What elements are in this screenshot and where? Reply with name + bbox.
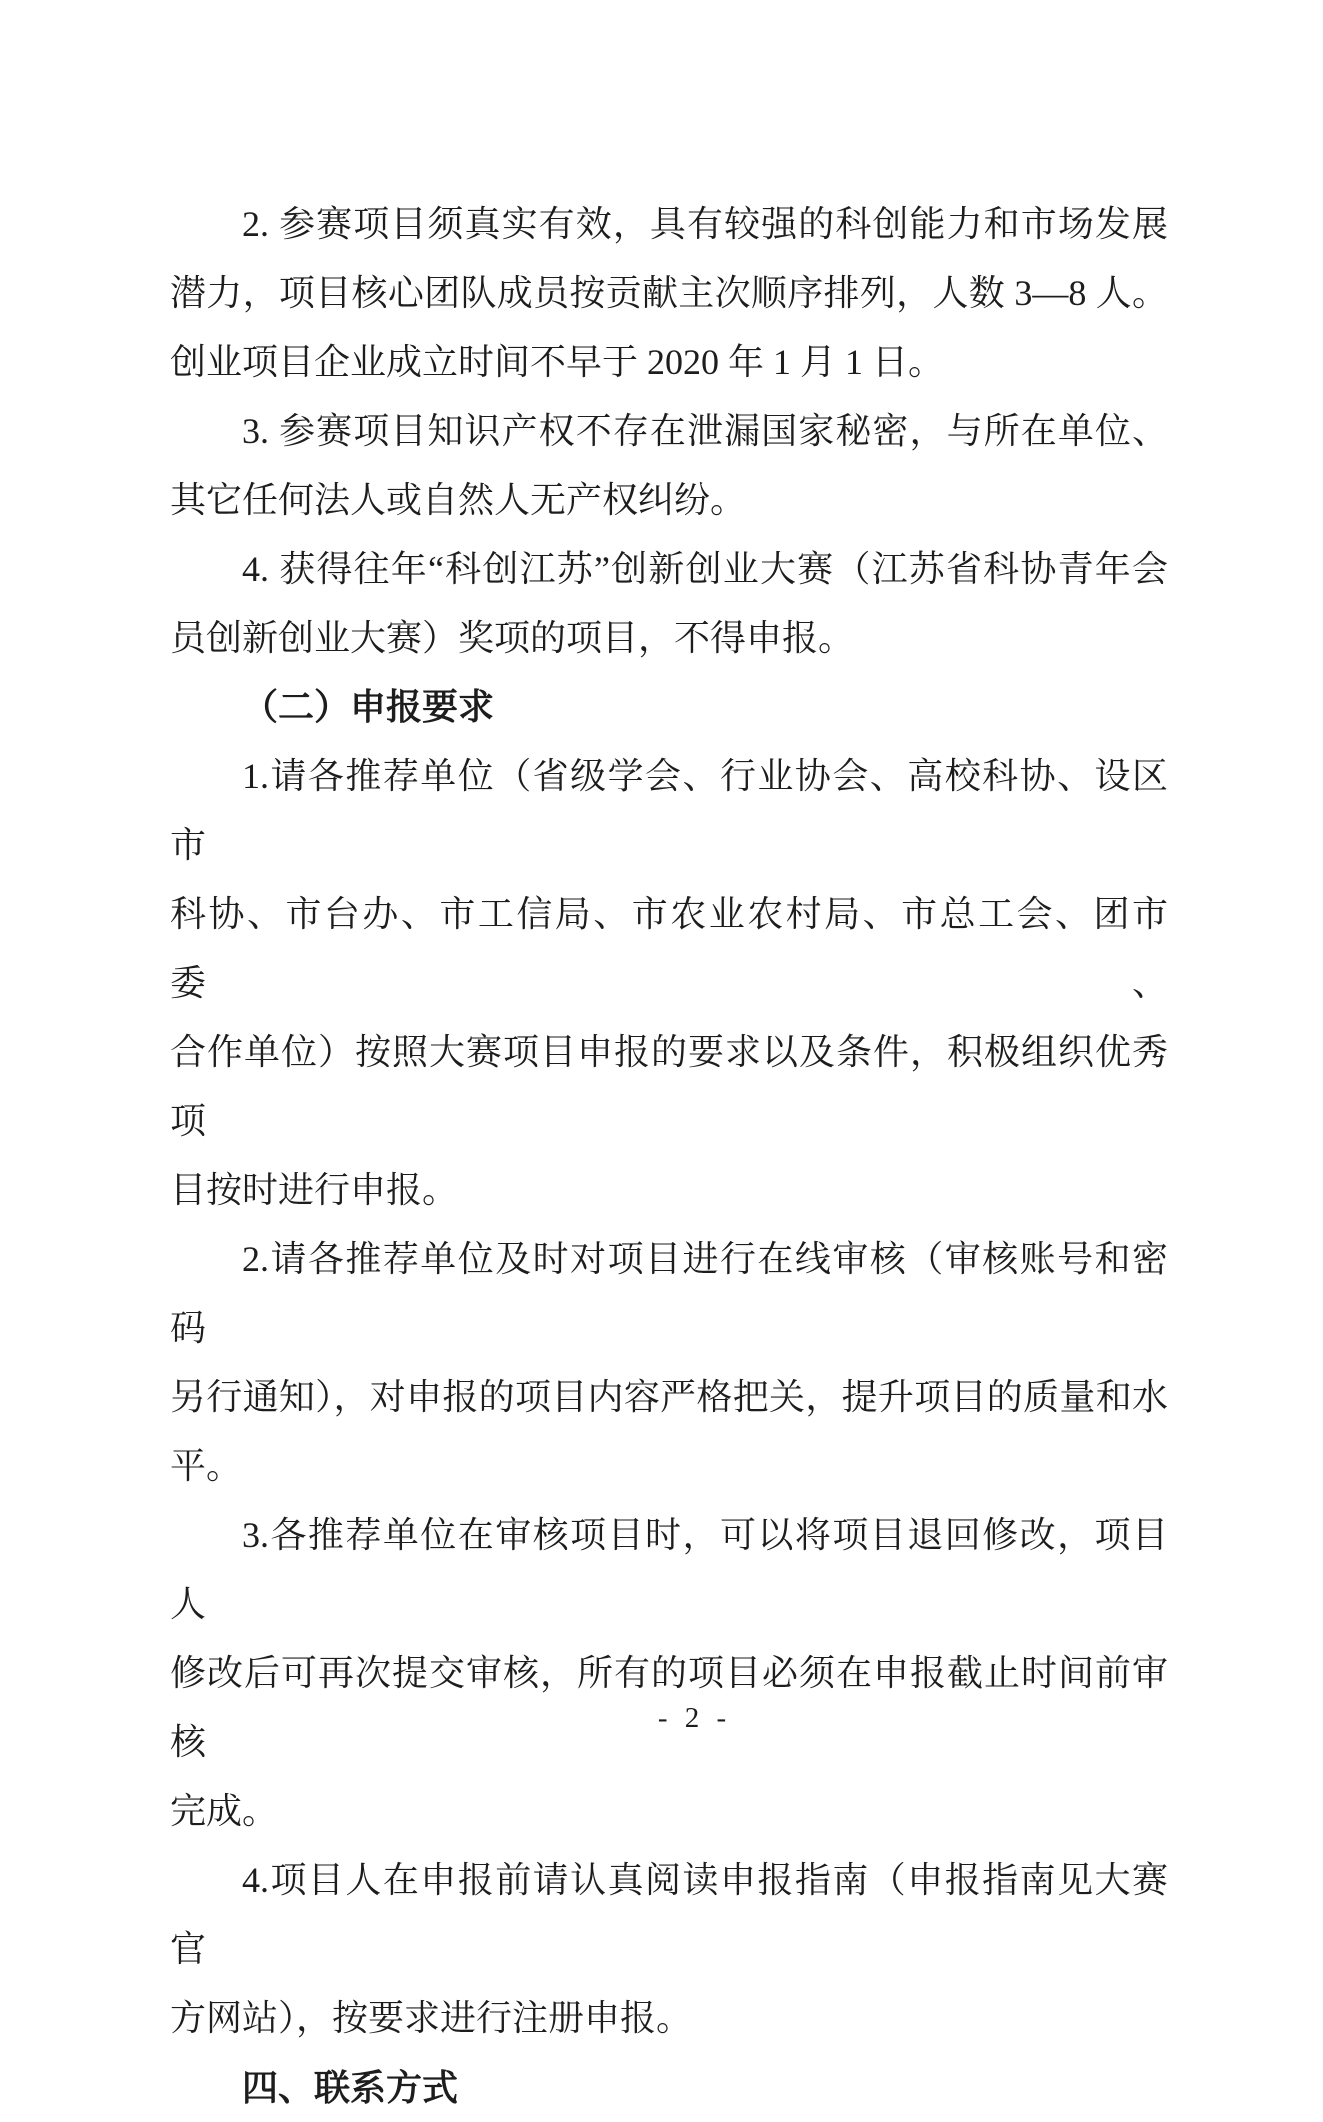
- paragraph-line: 修改后可再次提交审核，所有的项目必须在申报截止时间前审核: [170, 1653, 1168, 1762]
- section-heading-contact: [170, 2053, 1168, 2122]
- paragraph-line: 平。: [170, 1446, 243, 1486]
- paragraph-line: 2. 参赛项目须真实有效，具有较强的科创能力和市场发展: [242, 204, 1168, 244]
- document-body: [170, 190, 1168, 2122]
- paragraph-line: 方网站），按要求进行注册申报。: [170, 1998, 693, 2038]
- paragraph-line: 员创新创业大赛）奖项的项目，不得申报。: [170, 618, 855, 658]
- body-paragraph-application-2: [170, 1225, 1168, 1501]
- paragraph-line: 科协、市台办、市工信局、市农业农村局、市总工会、团市委、: [170, 894, 1168, 1003]
- body-paragraph-application-3: [170, 1501, 1168, 1846]
- section-heading-label: 四、联系方式: [242, 2067, 459, 2108]
- body-paragraph-application-1: [170, 742, 1168, 1225]
- paragraph-line: 合作单位）按照大赛项目申报的要求以及条件，积极组织优秀项: [170, 1032, 1168, 1141]
- paragraph-line: 其它任何法人或自然人无产权纠纷。: [170, 480, 747, 520]
- paragraph-line: 3. 参赛项目知识产权不存在泄漏国家秘密，与所在单位、: [242, 411, 1168, 451]
- paragraph-line: 2.请各推荐单位及时对项目进行在线审核（审核账号和密码: [170, 1239, 1168, 1348]
- paragraph-line: 潜力，项目核心团队成员按贡献主次顺序排列，人数 3—8 人。: [170, 273, 1168, 313]
- paragraph-line: 创业项目企业成立时间不早于 2020 年 1 月 1 日。: [170, 342, 945, 382]
- body-paragraph-entry-requirement-2: [170, 190, 1168, 397]
- paragraph-line: 完成。: [170, 1791, 279, 1831]
- paragraph-line: 4.项目人在申报前请认真阅读申报指南（申报指南见大赛官: [170, 1860, 1168, 1969]
- paragraph-line: 4. 获得往年“科创江苏”创新创业大赛（江苏省科协青年会: [242, 549, 1168, 589]
- paragraph-line: 1.请各推荐单位（省级学会、行业协会、高校科协、设区市: [170, 756, 1168, 865]
- section-heading-label: （二）申报要求: [242, 687, 495, 727]
- page-number: - 2 -: [657, 1702, 732, 1734]
- body-paragraph-entry-requirement-3: [170, 397, 1168, 535]
- body-paragraph-entry-requirement-4: [170, 535, 1168, 673]
- paragraph-line: 另行通知），对申报的项目内容严格把关，提升项目的质量和水: [170, 1377, 1168, 1417]
- paragraph-line: 3.各推荐单位在审核项目时，可以将项目退回修改，项目人: [170, 1515, 1168, 1624]
- section-heading-application-requirements: [170, 673, 1168, 742]
- paragraph-line: 目按时进行申报。: [170, 1170, 459, 1210]
- body-paragraph-application-4: [170, 1846, 1168, 2053]
